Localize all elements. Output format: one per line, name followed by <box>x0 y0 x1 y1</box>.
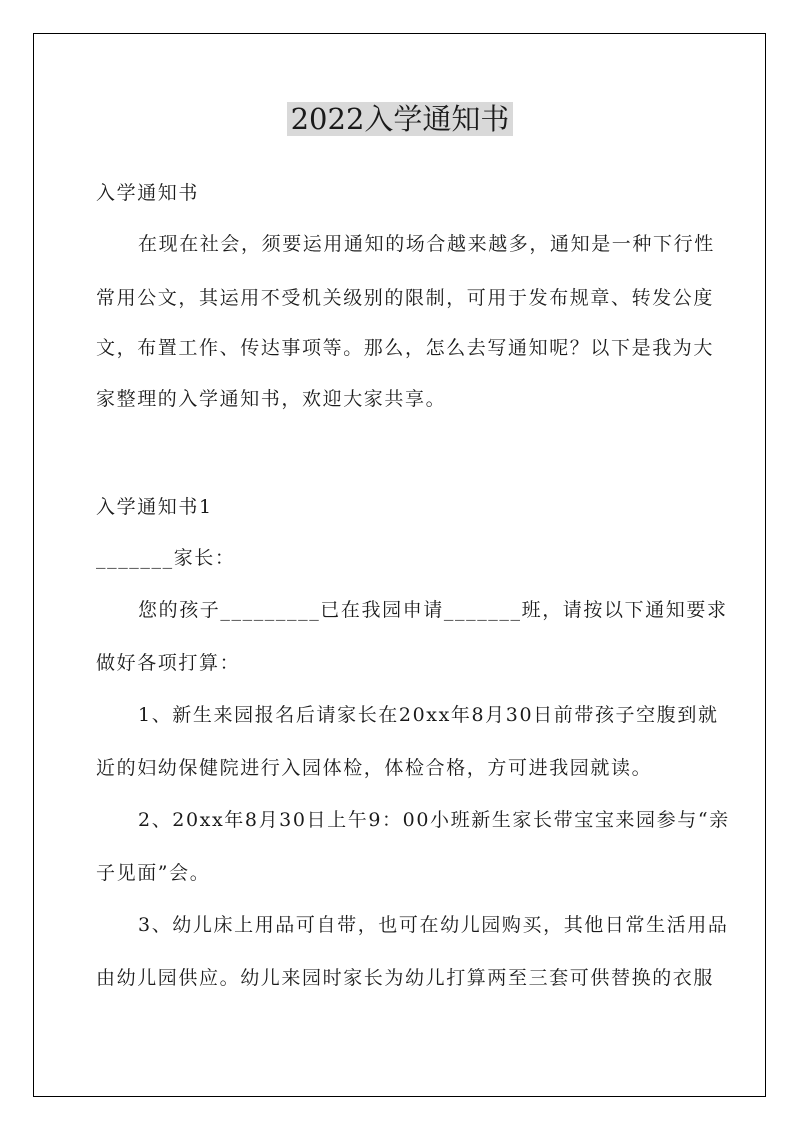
body-line: 2、20xx年8月30日上午9：00小班新生家长带宝宝来园参与“亲 <box>138 809 730 831</box>
intro-line: 文，布置工作、传达事项等。那么，怎么去写通知呢？以下是我为大 <box>96 337 715 359</box>
body-line: 做好各项打算： <box>96 652 241 674</box>
body-line: 子见面”会。 <box>96 862 211 884</box>
body-line: 近的妇幼保健院进行入园体检，体检合格，方可进我园就读。 <box>96 757 653 779</box>
intro-line: 常用公文，其运用不受机关级别的限制，可用于发布规章、转发公度 <box>96 287 715 309</box>
document-subtitle: 入学通知书 <box>96 182 200 204</box>
section-heading: 入学通知书1 <box>96 496 213 518</box>
intro-line: 在现在社会，须要运用通知的场合越来越多，通知是一种下行性 <box>138 233 715 255</box>
intro-line: 家整理的入学通知书，欢迎大家共享。 <box>96 388 447 410</box>
body-line: 3、幼儿床上用品可自带，也可在幼儿园购买，其他日常生活用品 <box>138 914 729 936</box>
body-line: 由幼儿园供应。幼儿来园时家长为幼儿打算两至三套可供替换的衣服 <box>96 967 715 989</box>
document-title <box>0 98 800 140</box>
salutation: _______家长： <box>96 547 236 569</box>
document-title-text: 2022入学通知书 <box>287 102 514 136</box>
body-line: 1、新生来园报名后请家长在20xx年8月30日前带孩子空腹到就 <box>138 704 719 726</box>
body-line: 您的孩子_________已在我园申请_______班，请按以下通知要求 <box>138 599 728 621</box>
